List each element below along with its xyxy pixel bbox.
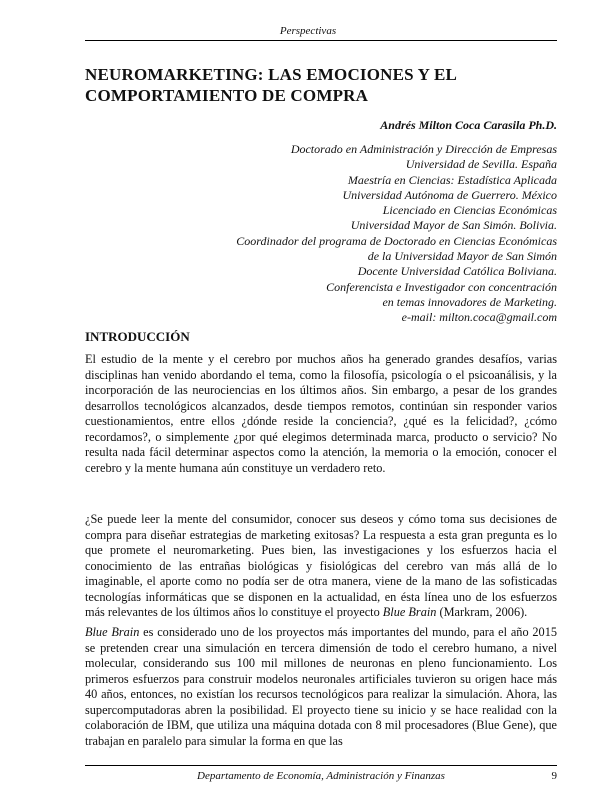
credential-line: Conferencista e Investigador con concentración (326, 279, 557, 294)
paragraph-3-text: es considerado uno de los proyectos más importantes del mundo, para el año 2015 se pretenden crear una simulación en tercera dimensión de todo el cerebro humano, a nivel molecular, considerando sus 100 mil millones de neuronas en pleno funcionamiento. Los primeros esfuerzos para construir modelos neuronales artificiales tuvieron su origen hace más 40 años, entonces, no existían los recursos tecnológicos para realizar la simulación. Ahora, las supercomputadoras abren la posibilidad. El proyecto tiene su inicio y se hace realidad con la colaboración de IBM, que utiliza una máquina dotada con 8 mil procesadores (Blue Gene), que trabajan en paralelo para simular la forma en que las (85, 625, 557, 748)
credential-line: Docente Universidad Católica Boliviana. (357, 264, 557, 279)
paragraph-2-text: ¿Se puede leer la mente del consumidor, conocer sus deseos y cómo toma sus decisiones de compra para diseñar estrategias de marketing exitosas? La respuesta a esta gran pregunta es lo que promete el neuromarketing. Pues bien, las investigaciones y los esfuerzos hacia el conocimiento de las entrañas biológicas y fisiológicas del cerebro van más allá de lo imaginable, el aporte como no podía ser de otra manera, viene de la mano de las sofisticadas tecnologías informáticas que se disponen en la actualidad, en ésta línea uno de los esfuerzos más relevantes de los últimos años lo constituye el proyecto (85, 512, 557, 620)
credential-line: Licenciado en Ciencias Económicas (382, 203, 557, 218)
credential-line: en temas innovadores de Marketing. (382, 294, 557, 309)
title-line-2: COMPORTAMIENTO DE COMPRA (85, 86, 369, 105)
article-title (85, 64, 557, 106)
running-head: Perspectivas (279, 25, 337, 37)
paragraph-1: El estudio de la mente y el cerebro por muchos años ha generado grandes desafíos, varias disciplinas han venido abordando el tema, como la filosofía, psicología o el psicoanálisis, y la incorporación de las neurociencias en los últimos años. Sin embargo, a pesar de los grandes desarrollos tecnológicos alcanzados, desde tiempos remotos, continúan sin responder varios cuestionamientos, entre ellos ¿dónde reside la conciencia?, ¿qué es la felicidad?, ¿cómo recordamos?, o simplemente ¿por qué elegimos determinada marca, producto o servicio? No resulta nada fácil determinar aspectos como la atención, la memoria o la emoción, conocer el cerebro y la mente humana aún constituye un verdadero reto. (85, 352, 557, 475)
paragraph-2 (85, 512, 557, 621)
author-name: Andrés Milton Coca Carasila Ph.D. (380, 118, 557, 132)
credential-line: Universidad de Sevilla. España (405, 157, 557, 172)
paragraph-3-project-name: Blue Brain (85, 625, 140, 639)
credential-line: Universidad Autónoma de Guerrero. México (342, 187, 557, 202)
paragraph-2-citation: (Markram, 2006). (436, 605, 528, 620)
footer-rule (85, 765, 557, 766)
credential-line: Maestría en Ciencias: Estadística Aplicada (347, 172, 557, 187)
page-number: 9 (551, 770, 557, 782)
credential-line: de la Universidad Mayor de San Simón (367, 249, 557, 264)
credential-line: Coordinador del programa de Doctorado en Ciencias Económicas (236, 233, 557, 248)
title-line-1: NEUROMARKETING: LAS EMOCIONES Y EL (85, 65, 458, 84)
paragraph-2-project-name: Blue Brain (382, 605, 437, 620)
footer-department: Departamento de Economía, Administración y Finanzas (197, 770, 445, 782)
credential-line: Doctorado en Administración y Dirección de Empresas (290, 142, 557, 156)
credential-line: e-mail: milton.coca@gmail.com (401, 310, 557, 325)
paragraph-3 (85, 625, 557, 749)
author-credentials (157, 142, 557, 326)
header-rule (85, 40, 557, 41)
credential-line: Universidad Mayor de San Simón. Bolivia. (350, 218, 557, 233)
section-heading: INTRODUCCIÓN (85, 329, 190, 344)
